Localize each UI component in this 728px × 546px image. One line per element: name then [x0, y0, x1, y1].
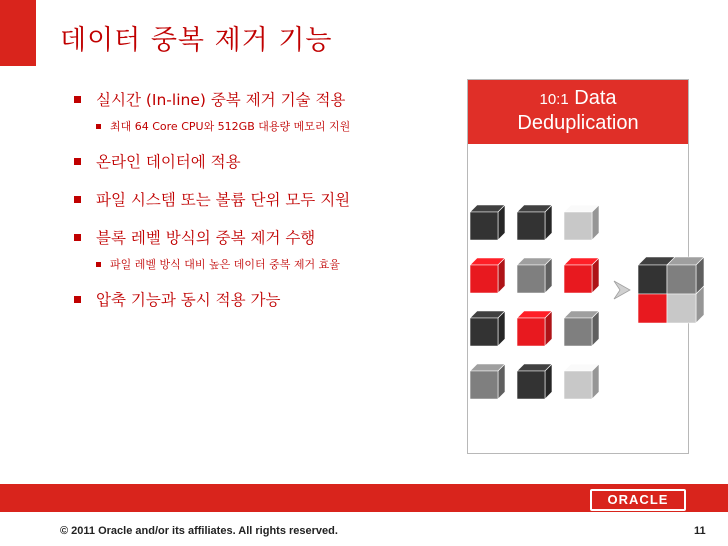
data-block-cube — [564, 258, 599, 293]
dedup-header-line1 — [468, 86, 688, 112]
bullet-item: 실시간 (In-line) 중복 제거 기술 적용 — [74, 88, 454, 112]
cube-front-face — [517, 212, 545, 240]
accent-bar — [0, 0, 36, 66]
dedup-header — [468, 80, 688, 144]
cube-front-face — [517, 265, 545, 293]
oracle-logo: ORACLE — [590, 489, 686, 511]
data-block-cube — [470, 364, 505, 399]
bullet-item: 온라인 데이터에 적용 — [74, 150, 454, 174]
data-block-cube — [564, 311, 599, 346]
page-number: 11 — [694, 525, 706, 537]
sub-bullet-item: 파일 레벨 방식 대비 높은 데이터 중복 제거 효율 — [96, 256, 454, 274]
cube-front-face — [564, 265, 592, 293]
data-block-cube — [564, 364, 599, 399]
dedup-ratio: 10:1 — [539, 91, 569, 108]
data-block-cube — [564, 205, 599, 240]
cube-front-face — [470, 265, 498, 293]
bullet-item: 파일 시스템 또는 볼륨 단위 모두 지원 — [74, 188, 454, 212]
cube-front-face — [564, 212, 592, 240]
cube-front-face — [517, 371, 545, 399]
dedup-header-line2: Deduplication — [517, 112, 639, 134]
cube-front-face — [564, 318, 592, 346]
data-block-cube — [470, 311, 505, 346]
cube-front-face — [564, 371, 592, 399]
data-block-cube — [517, 364, 552, 399]
data-block-cube — [517, 205, 552, 240]
copyright-text: © 2011 Oracle and/or its affiliates. All rights reserved. — [60, 525, 338, 537]
slide-title: 데이터 중복 제거 기능 — [60, 25, 333, 56]
bullet-item: 블록 레벨 방식의 중복 제거 수행 — [74, 226, 454, 250]
sub-bullet-item: 최대 64 Core CPU와 512GB 대용량 메모리 지원 — [96, 118, 454, 136]
result-cube-front-face — [638, 265, 667, 294]
result-cube-front-face — [667, 265, 696, 294]
bullet-item: 압축 기능과 동시 적용 가능 — [74, 288, 454, 312]
bullet-list — [74, 88, 454, 326]
cube-front-face — [470, 371, 498, 399]
cube-front-face — [517, 318, 545, 346]
result-cube-front-face — [667, 294, 696, 323]
cube-front-face — [470, 318, 498, 346]
data-block-cube — [517, 258, 552, 293]
cube-front-face — [470, 212, 498, 240]
dedup-label-data: Data — [574, 87, 617, 109]
data-block-cube — [470, 205, 505, 240]
data-block-cube — [470, 258, 505, 293]
data-block-cube — [517, 311, 552, 346]
result-cube-front-face — [638, 294, 667, 323]
